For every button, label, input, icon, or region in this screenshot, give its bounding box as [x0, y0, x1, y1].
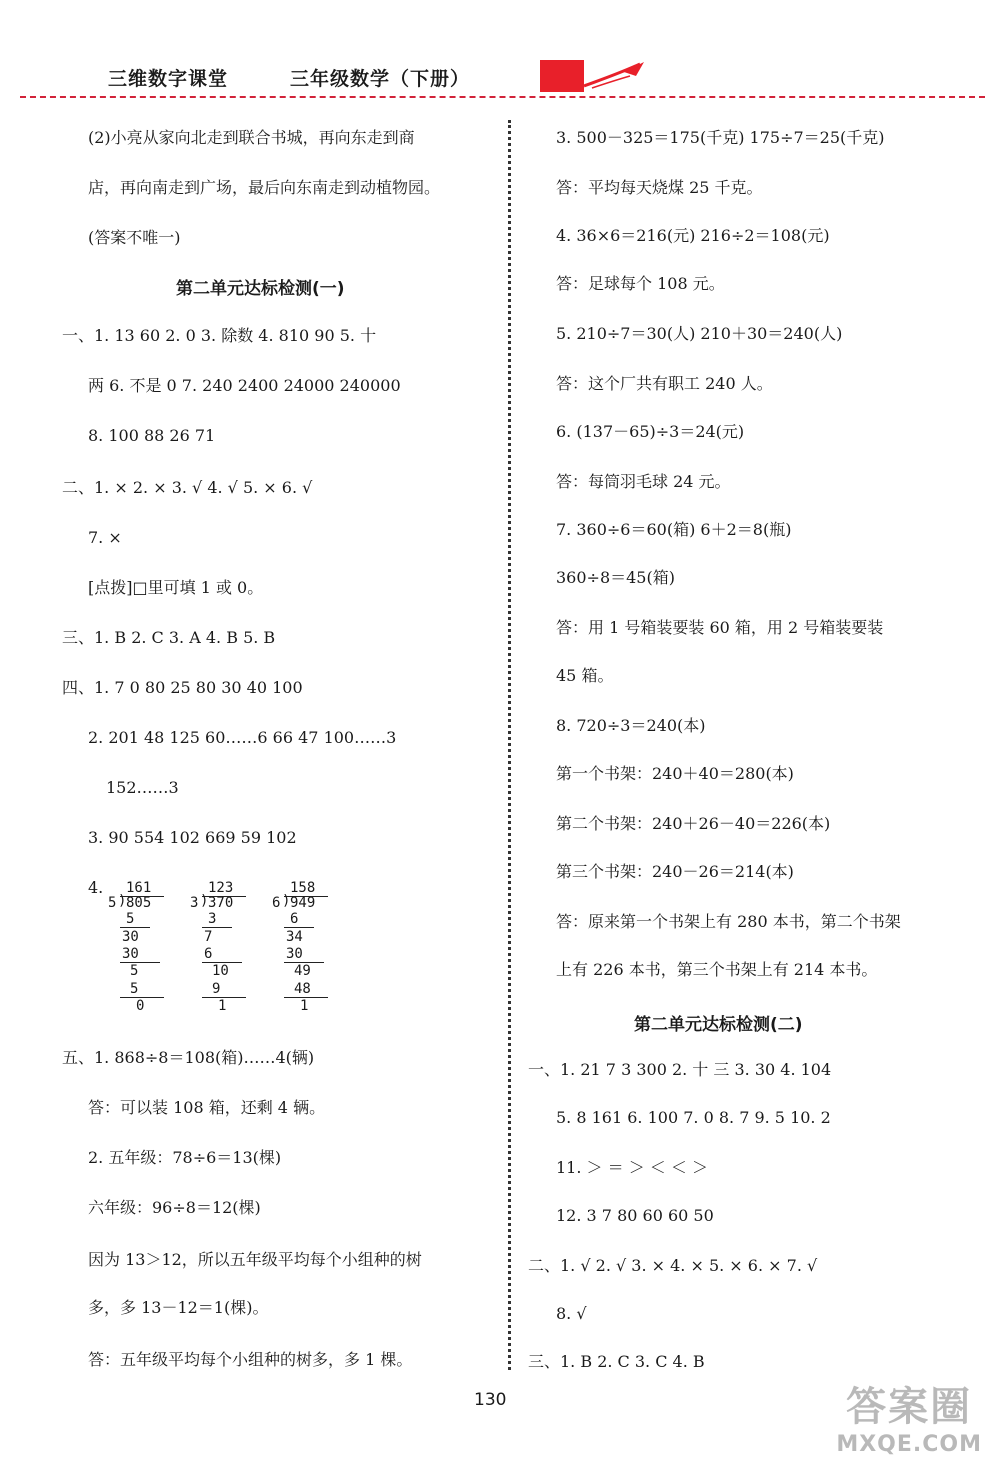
divisor: 3 — [190, 895, 199, 911]
answer-line: 11. ＞ ＝ ＞ ＜ ＜ ＞ — [556, 1158, 708, 1177]
answer-line: 2. 五年级：78÷6＝13(棵) — [88, 1148, 282, 1167]
quotient: 161 — [126, 880, 152, 896]
quotient: 123 — [208, 880, 234, 896]
answer-line: 4. — [88, 878, 104, 897]
answer-line: 45 箱。 — [556, 666, 614, 685]
dividend: 949 — [290, 895, 316, 911]
division-bracket: ) — [118, 893, 127, 909]
division-rule — [202, 927, 232, 928]
answer-line: [点拨]□里可填 1 或 0。 — [88, 578, 264, 597]
answer-line: 第一个书架：240＋40＝280(本) — [556, 764, 794, 783]
answer-line: 3. 90 554 102 669 59 102 — [88, 828, 297, 847]
watermark-url: MXQE.COM — [836, 1432, 982, 1457]
answer-line: 上有 226 本书，第三个书架上有 214 本书。 — [556, 960, 878, 979]
header-brand: 三维数字课堂 — [108, 68, 229, 90]
answer-line: 三、1. B 2. C 3. A 4. B 5. B — [62, 628, 276, 647]
answer-line: 4. 36×6＝216(元) 216÷2＝108(元) — [556, 226, 830, 245]
long-division — [108, 880, 178, 1020]
dividend: 370 — [208, 895, 234, 911]
division-step: 9 — [212, 981, 221, 997]
answer-line: 店，再向南走到广场，最后向东南走到动植物园。 — [88, 178, 441, 197]
division-rule — [120, 962, 160, 963]
page-number: 130 — [474, 1390, 507, 1410]
answer-line: 三、1. B 2. C 3. C 4. B — [528, 1352, 705, 1371]
answer-line: 答：可以装 108 箱，还剩 4 辆。 — [88, 1098, 326, 1117]
divisor: 5 — [108, 895, 117, 911]
answer-line: 两 6. 不是 0 7. 240 2400 24000 240000 — [88, 376, 401, 395]
divisor: 6 — [272, 895, 281, 911]
answer-line: 六年级：96÷8＝12(棵) — [88, 1198, 261, 1217]
division-step: 5 — [130, 981, 139, 997]
watermark — [836, 1375, 982, 1457]
answer-line: 8. √ — [556, 1304, 587, 1323]
division-step: 7 — [204, 929, 213, 945]
division-step: 5 — [130, 963, 139, 979]
division-step: 1 — [300, 998, 309, 1014]
division-step: 49 — [294, 963, 311, 979]
answer-line: 5. 210÷7＝30(人) 210＋30＝240(人) — [556, 324, 843, 343]
division-step: 10 — [212, 963, 229, 979]
answer-line: 五、1. 868÷8＝108(箱)……4(辆) — [62, 1048, 315, 1067]
answer-line: 2. 201 48 125 60……6 66 47 100……3 — [88, 728, 397, 747]
division-step: 6 — [204, 946, 213, 962]
long-division — [190, 880, 260, 1020]
division-bracket: ) — [282, 893, 291, 909]
division-step: 3 — [208, 911, 217, 927]
division-step: 30 — [122, 929, 139, 945]
answer-line: 一、1. 13 60 2. 0 3. 除数 4. 810 90 5. 十 — [62, 326, 377, 345]
answer-line: (答案不唯一) — [88, 228, 181, 247]
answer-line: 四、1. 7 0 80 25 80 30 40 100 — [62, 678, 303, 697]
answer-line: 第三个书架：240－26＝214(本) — [556, 862, 794, 881]
answer-line: 答：这个厂共有职工 240 人。 — [556, 374, 773, 393]
division-rule — [284, 927, 314, 928]
answer-line: 7. 360÷6＝60(箱) 6＋2＝8(瓶) — [556, 520, 792, 539]
division-step: 6 — [290, 911, 299, 927]
answer-line: 答：每筒羽毛球 24 元。 — [556, 472, 731, 491]
division-rule — [284, 962, 324, 963]
answer-line: 360÷8＝45(箱) — [556, 568, 675, 587]
answer-line: 7. × — [88, 528, 122, 547]
column-divider — [508, 120, 511, 1370]
rocket-icon — [540, 58, 650, 98]
header-logo — [540, 58, 650, 98]
answer-line: 3. 500－325＝175(千克) 175÷7＝25(千克) — [556, 128, 885, 147]
answer-line: 5. 8 161 6. 100 7. 0 8. 7 9. 5 10. 2 — [556, 1108, 831, 1127]
long-division — [272, 880, 342, 1020]
division-step: 0 — [136, 998, 145, 1014]
answer-line: 答：足球每个 108 元。 — [556, 274, 725, 293]
answer-line: 答：平均每天烧煤 25 千克。 — [556, 178, 763, 197]
answer-line: 二、1. √ 2. √ 3. × 4. × 5. × 6. × 7. √ — [528, 1256, 818, 1275]
division-step: 30 — [286, 946, 303, 962]
answer-line: 8. 720÷3＝240(本) — [556, 716, 706, 735]
dividend: 805 — [126, 895, 152, 911]
right-section-title: 第二单元达标检测(二) — [634, 1015, 803, 1035]
quotient: 158 — [290, 880, 316, 896]
division-step: 5 — [126, 911, 135, 927]
division-step: 1 — [218, 998, 227, 1014]
answer-line: 12. 3 7 80 60 60 50 — [556, 1206, 714, 1225]
division-step: 34 — [286, 929, 303, 945]
answer-line: 多，多 13－12＝1(棵)。 — [88, 1298, 269, 1317]
division-step: 30 — [122, 946, 139, 962]
left-section-title: 第二单元达标检测(一) — [176, 279, 345, 299]
division-rule — [120, 927, 150, 928]
division-step: 48 — [294, 981, 311, 997]
answer-line: (2)小亮从家向北走到联合书城，再向东走到商 — [88, 128, 415, 147]
answer-line: 答：用 1 号箱装要装 60 箱，用 2 号箱装要装 — [556, 618, 884, 637]
division-rule — [202, 997, 246, 998]
answer-line: 答：五年级平均每个小组种的树多，多 1 棵。 — [88, 1350, 413, 1369]
division-rule — [120, 997, 164, 998]
answer-line: 6. (137－65)÷3＝24(元) — [556, 422, 745, 441]
header-subject: 三年级数学（下册） — [290, 68, 471, 90]
header-divider — [20, 96, 985, 98]
answer-line: 第二个书架：240＋26－40＝226(本) — [556, 814, 831, 833]
division-rule — [202, 962, 242, 963]
answer-line: 答：原来第一个书架上有 280 本书，第二个书架 — [556, 912, 901, 931]
answer-line: 一、1. 21 7 3 300 2. 十 三 3. 30 4. 104 — [528, 1060, 832, 1079]
division-rule — [284, 997, 328, 998]
answer-line: 二、1. × 2. × 3. √ 4. √ 5. × 6. √ — [62, 478, 313, 497]
answer-line: 因为 13＞12，所以五年级平均每个小组种的树 — [88, 1250, 422, 1269]
answer-line: 152……3 — [106, 778, 179, 797]
watermark-logo-text: 答案圈 — [846, 1384, 973, 1430]
division-bracket: ) — [200, 893, 209, 909]
answer-line: 8. 100 88 26 71 — [88, 426, 216, 445]
